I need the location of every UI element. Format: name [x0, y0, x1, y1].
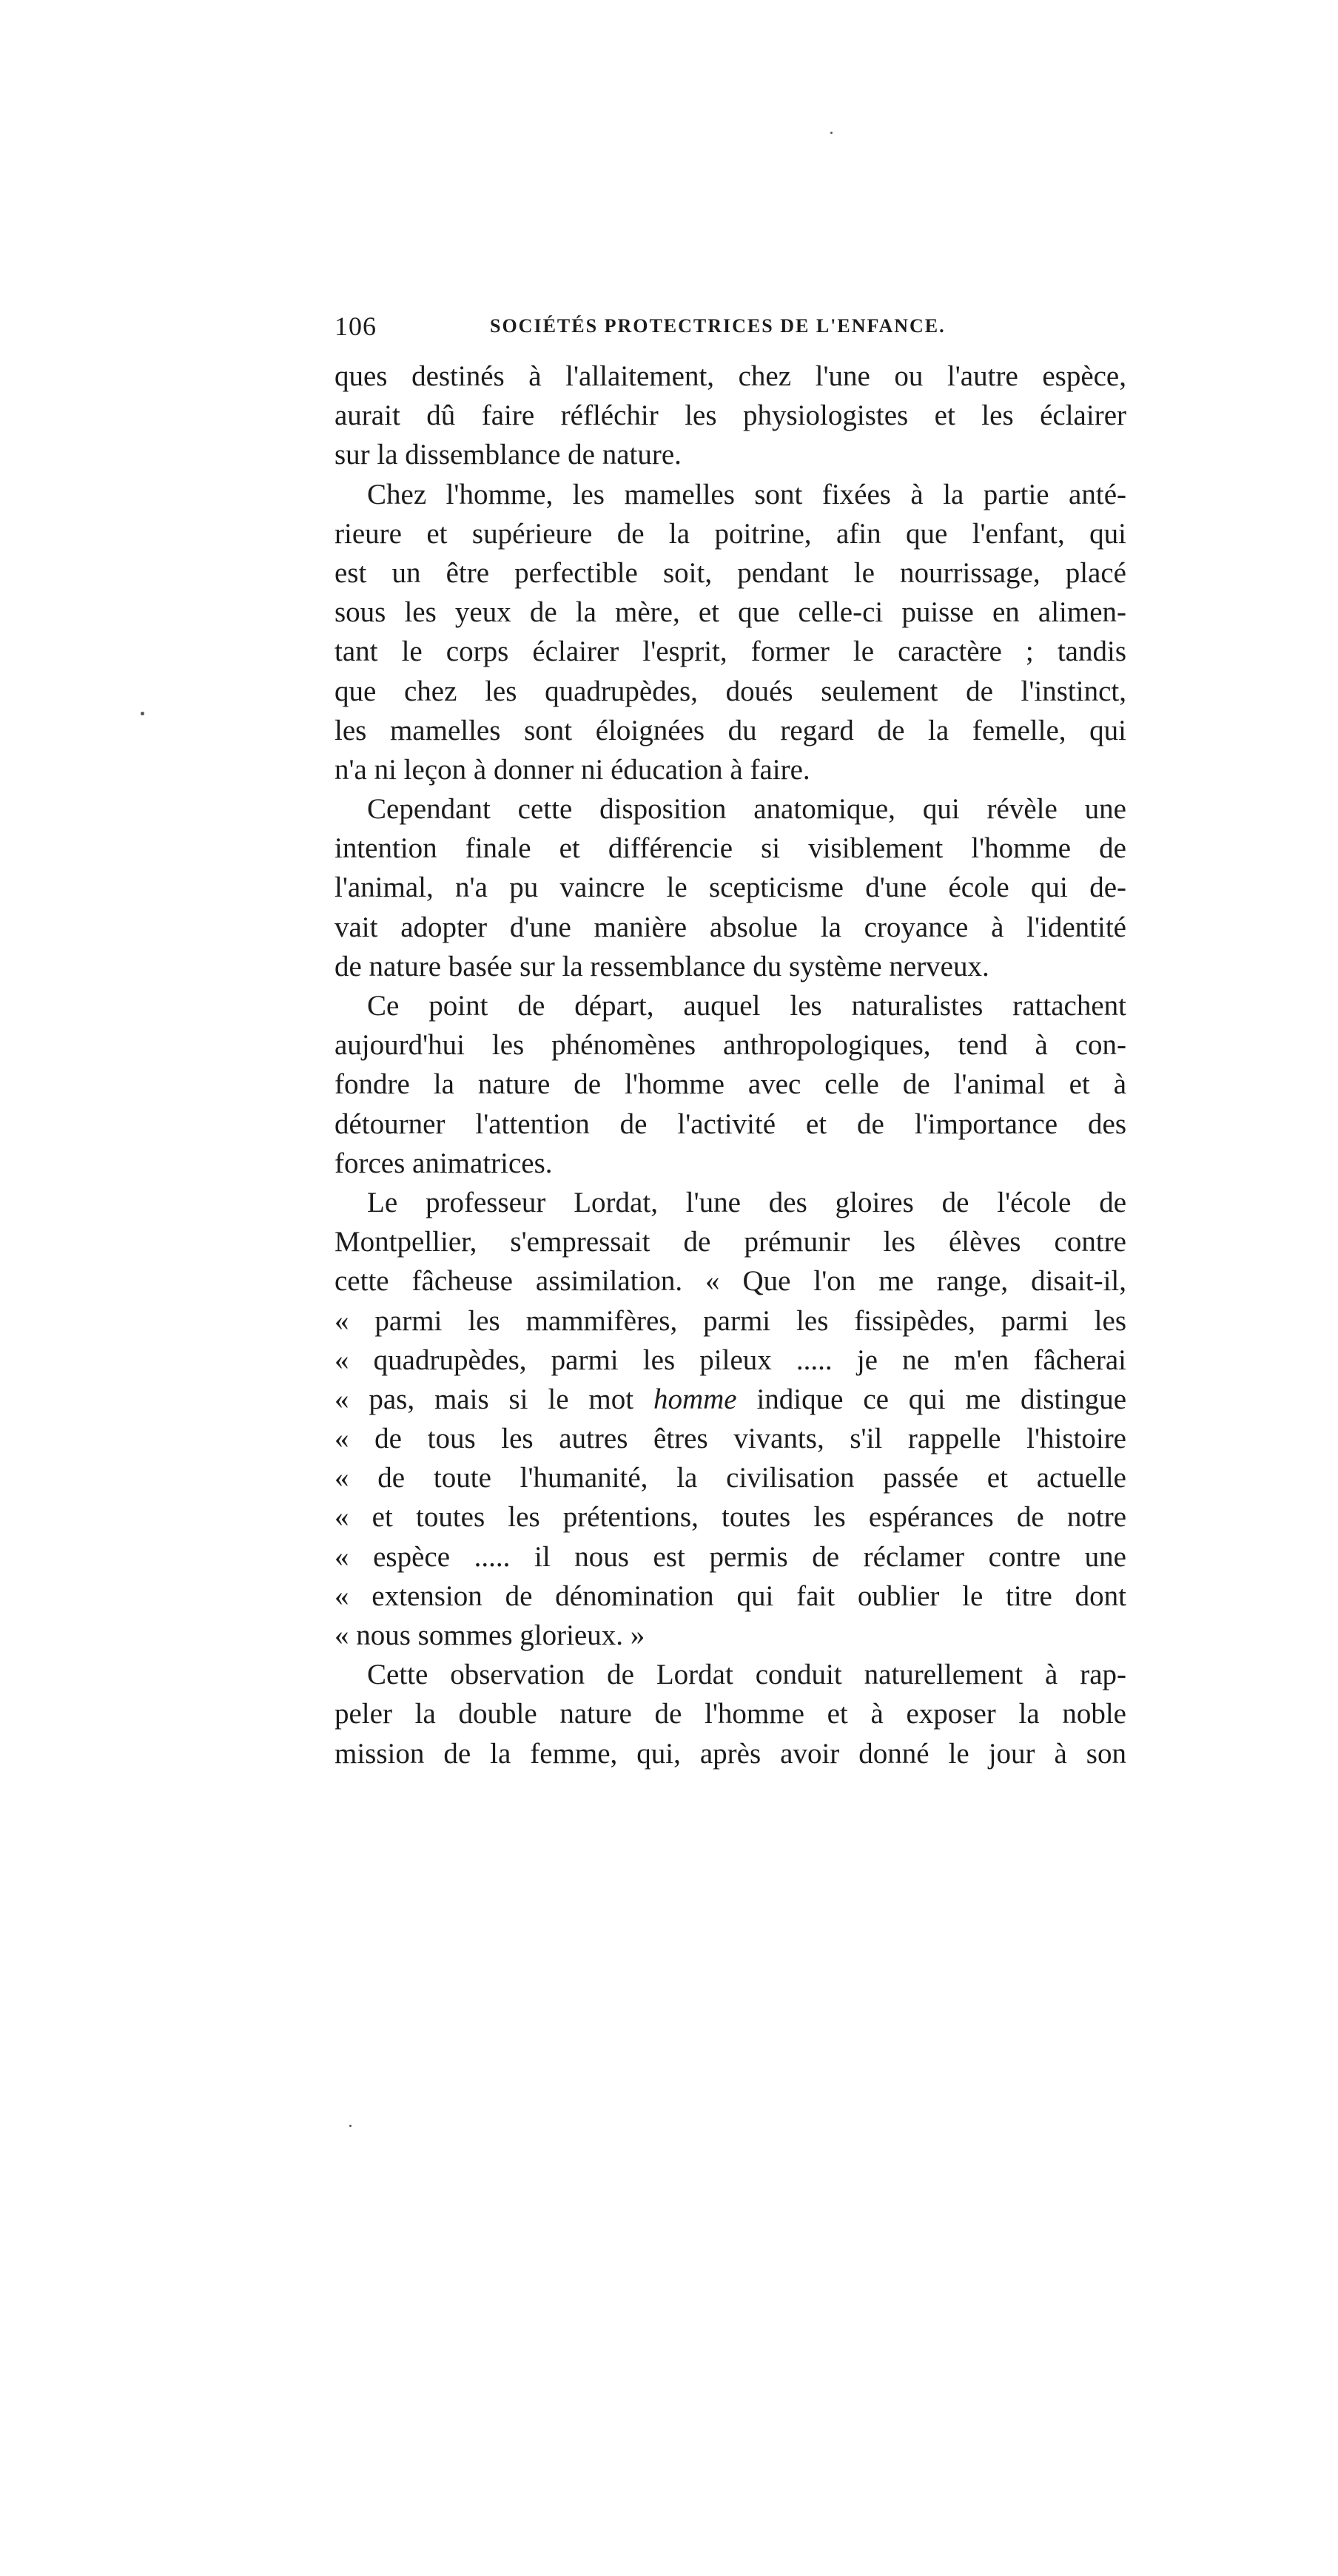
quote-segment: « pas, mais si le mot	[334, 1383, 634, 1415]
text-line: que chez les quadrupèdes, doués seulement de l'instinct,	[334, 675, 1126, 707]
text-line: intention finale et différencie si visiblement l'homme de	[334, 832, 1126, 865]
text-line: mission de la femme, qui, après avoir donné le jour à son	[334, 1737, 1126, 1770]
text-line: forces animatrices.	[334, 1147, 553, 1179]
text-line: aujourd'hui les phénomènes anthropologiques, tend à con-	[334, 1029, 1126, 1062]
body-text	[334, 357, 1126, 1773]
paragraph-start-line: Chez l'homme, les mamelles sont fixées à la partie anté-	[367, 478, 1126, 510]
text-line: Montpellier, s'empressait de prémunir les élèves contre	[334, 1226, 1126, 1258]
text-line: l'animal, n'a pu vaincre le scepticisme d'une école qui de-	[334, 871, 1126, 904]
paper-speck	[830, 132, 833, 134]
page-header	[334, 311, 1126, 348]
quote-line: « extension de dénomination qui fait oublier le titre dont	[334, 1579, 1126, 1612]
text-line: tant le corps éclairer l'esprit, former le caractère ; tandis	[334, 635, 1126, 668]
paper-speck	[349, 2125, 352, 2127]
text-line: est un être perfectible soit, pendant le nourrissage, placé	[334, 556, 1126, 589]
text-line: rieure et supérieure de la poitrine, afin que l'enfant, qui	[334, 517, 1126, 550]
text-line: sous les yeux de la mère, et que celle-ci puisse en alimen-	[334, 596, 1126, 629]
text-line: sur la dissemblance de nature.	[334, 439, 682, 471]
paper-speck	[141, 712, 144, 715]
paragraph-start-line: Ce point de départ, auquel les naturalistes rattachent	[367, 990, 1126, 1022]
quote-line: « espèce ..... il nous est permis de réclamer contre une	[334, 1540, 1126, 1573]
quote-segment: indique ce qui me distingue	[756, 1383, 1127, 1415]
paragraph-start-line: Cependant cette disposition anatomique, qui révèle une	[367, 793, 1126, 826]
emphasis-word: homme	[653, 1383, 737, 1415]
text-line: peler la double nature de l'homme et à exposer la noble	[334, 1698, 1126, 1730]
quote-line: « et toutes les prétentions, toutes les espérances de notre	[334, 1501, 1126, 1534]
paragraph-start-line: Le professeur Lordat, l'une des gloires de l'école de	[367, 1186, 1126, 1218]
quote-line	[334, 1380, 1126, 1419]
quote-line: « quadrupèdes, parmi les pileux ..... je ne m'en fâcherai	[334, 1343, 1126, 1376]
page-number: 106	[334, 311, 377, 341]
text-line: cette fâcheuse assimilation. « Que l'on me range, disait-il,	[334, 1265, 1126, 1298]
paragraph-start-line: Cette observation de Lordat conduit naturellement à rap-	[367, 1659, 1126, 1691]
quote-line: « parmi les mammifères, parmi les fissipèdes, parmi les	[334, 1304, 1126, 1337]
running-head: SOCIÉTÉS PROTECTRICES DE L'ENFANCE.	[490, 315, 946, 337]
text-line: de nature basée sur la ressemblance du système nerveux.	[334, 950, 989, 982]
quote-line: « nous sommes glorieux. »	[334, 1619, 645, 1651]
text-line: n'a ni leçon à donner ni éducation à faire.	[334, 753, 810, 786]
text-line: ques destinés à l'allaitement, chez l'une ou l'autre espèce,	[334, 360, 1126, 392]
text-line: vait adopter d'une manière absolue la croyance à l'identité	[334, 911, 1126, 943]
text-line: aurait dû faire réfléchir les physiologistes et les éclairer	[334, 399, 1126, 432]
text-line: détourner l'attention de l'activité et de l'importance des	[334, 1107, 1126, 1140]
quote-line: « de toute l'humanité, la civilisation passée et actuelle	[334, 1462, 1126, 1494]
quote-line: « de tous les autres êtres vivants, s'il rappelle l'histoire	[334, 1423, 1126, 1455]
text-line: fondre la nature de l'homme avec celle de l'animal et à	[334, 1068, 1126, 1101]
text-line: les mamelles sont éloignées du regard de la femelle, qui	[334, 714, 1126, 746]
